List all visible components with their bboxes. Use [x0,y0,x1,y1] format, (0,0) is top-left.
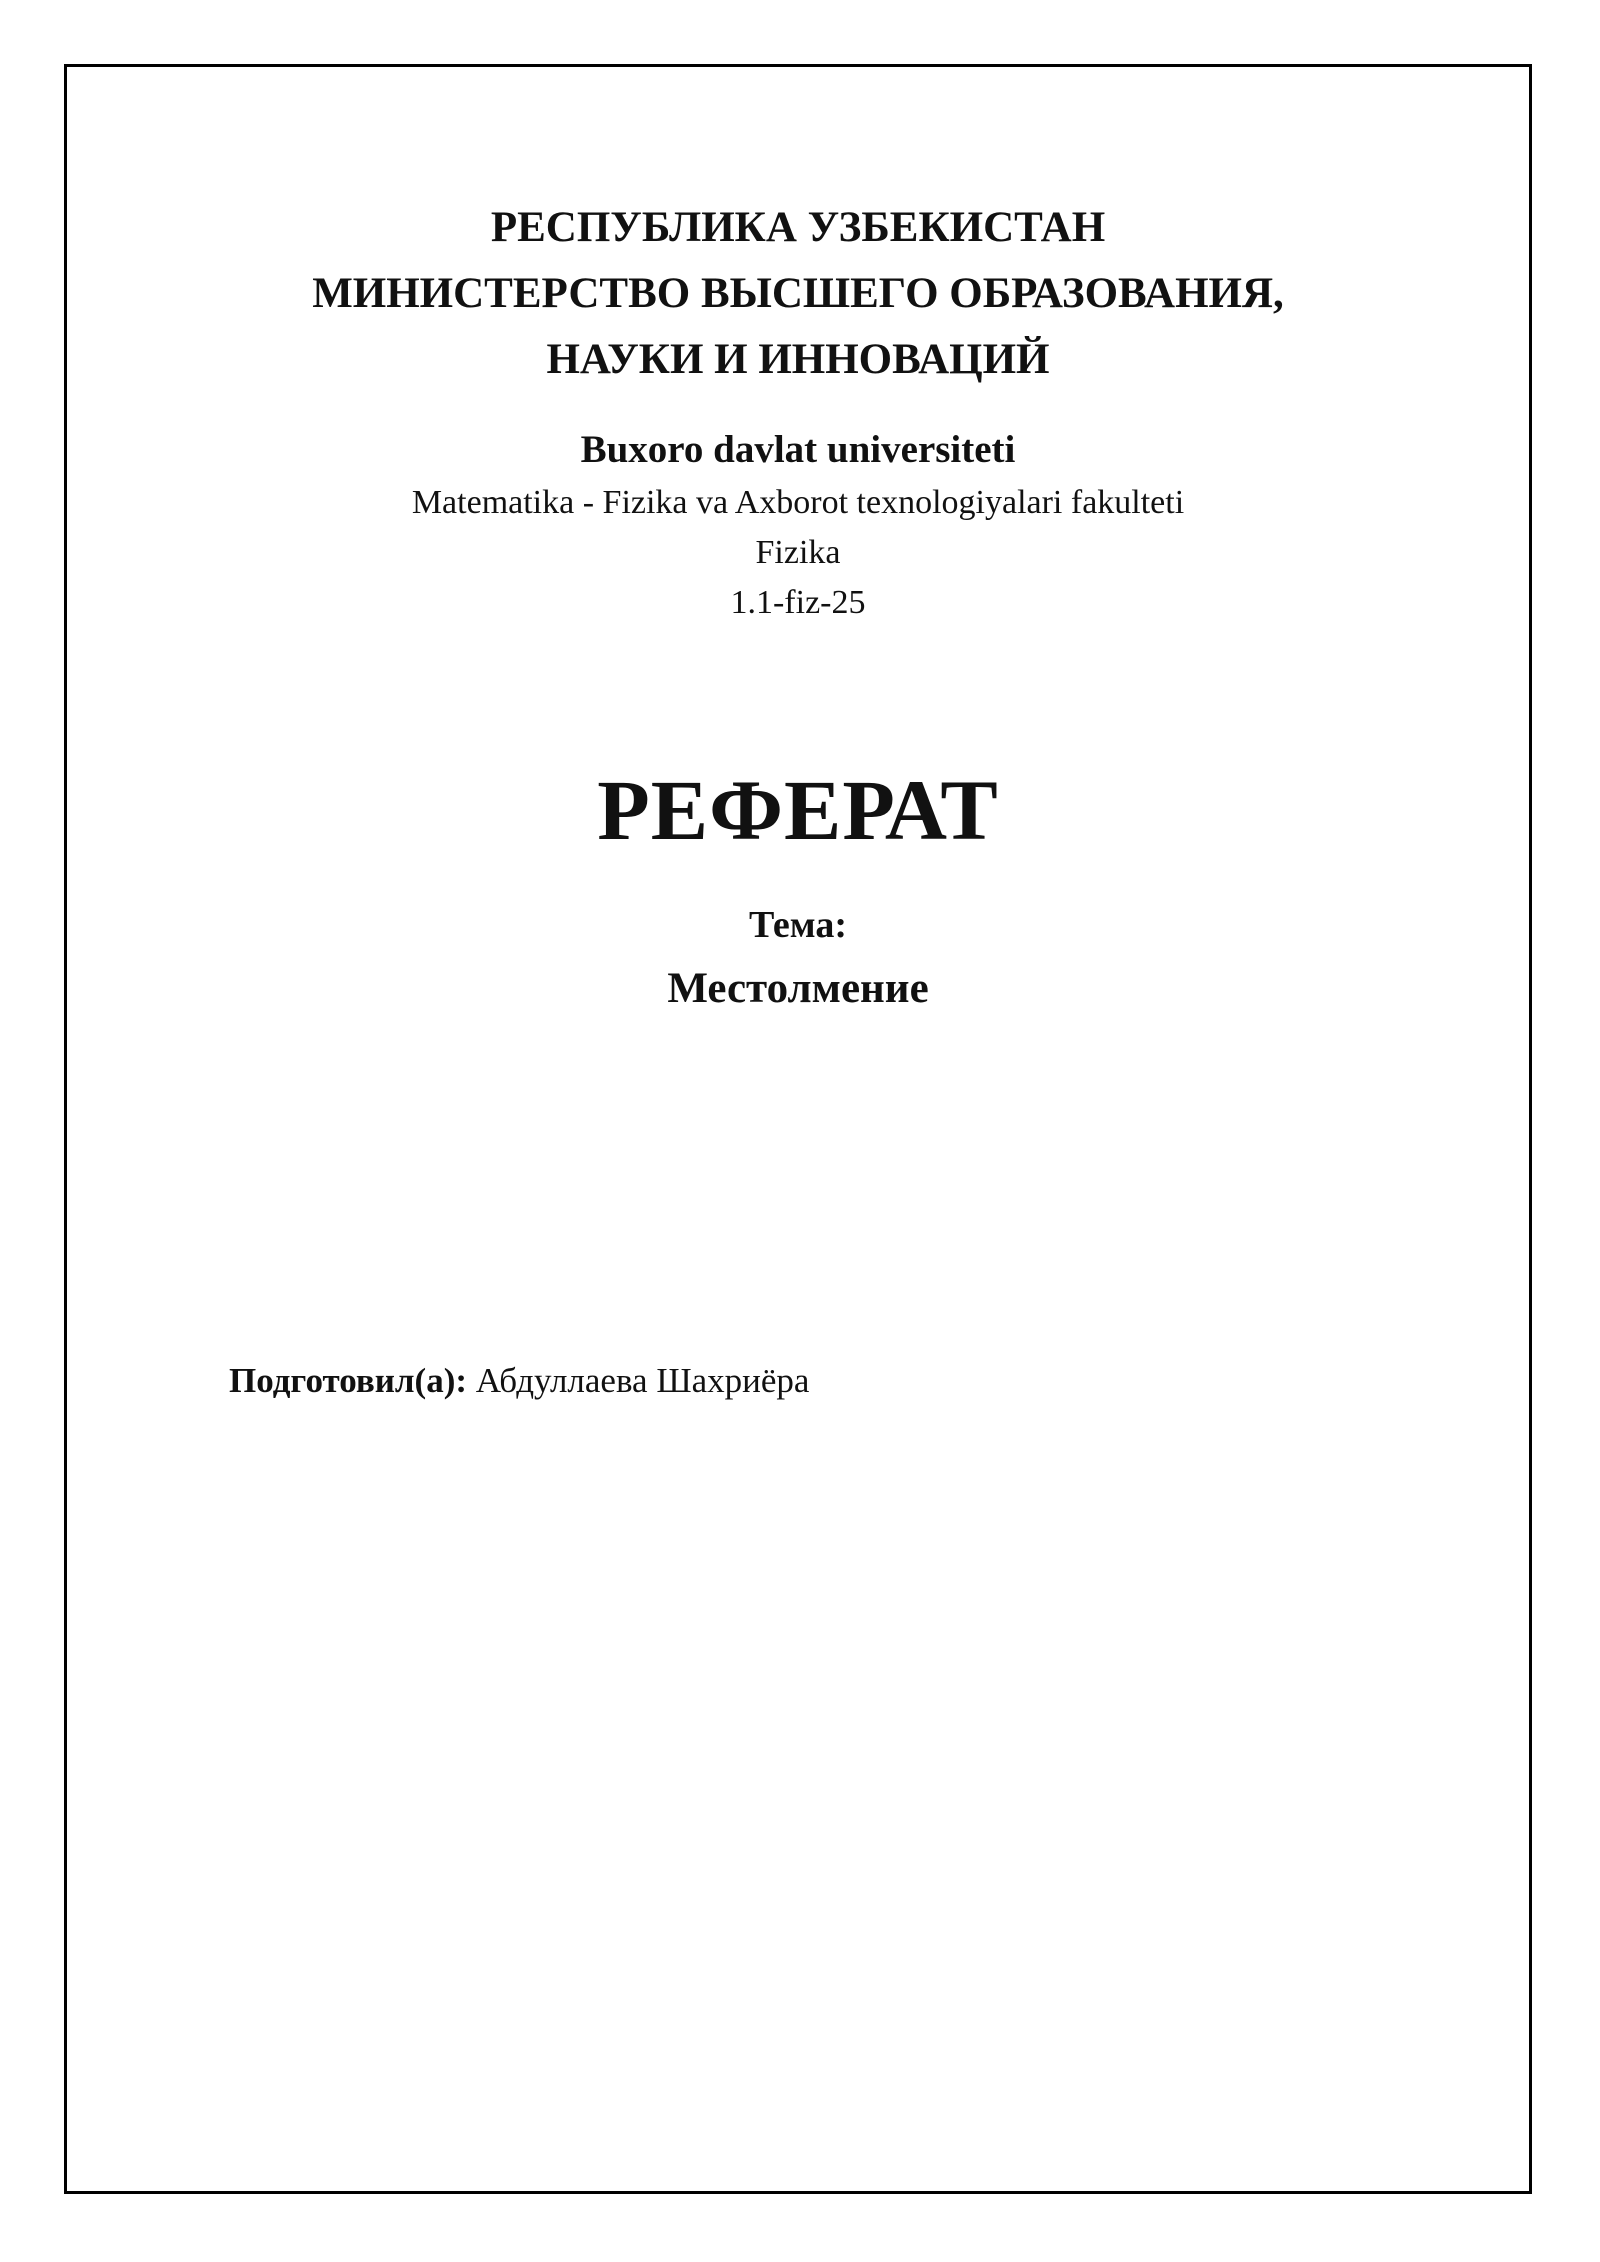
author-name: Абдуллаева Шахриёра [475,1361,810,1400]
faculty-name: Matematika - Fizika va Axborot texnologiyalari fakulteti [411,484,1185,521]
author-line [229,1358,809,1404]
document-type-title: РЕФЕРАТ [597,762,999,858]
ministry-header [64,195,1532,393]
group-code: 1.1-fiz-25 [730,584,866,621]
university-name: Buxoro davlat universiteti [580,428,1016,471]
author-label: Подготовил(а): [229,1361,468,1400]
topic-title: Местолмение [667,965,929,1012]
ministry-title-line1: МИНИСТЕРСТВО ВЫСШЕГО ОБРАЗОВАНИЯ, [312,270,1284,317]
ministry-title-line2: НАУКИ И ИННОВАЦИЙ [546,336,1050,383]
topic-label: Тема: [748,904,848,946]
department-name: Fizika [755,534,841,571]
country-title: РЕСПУБЛИКА УЗБЕКИСТАН [490,204,1106,251]
faculty-block [64,478,1532,628]
